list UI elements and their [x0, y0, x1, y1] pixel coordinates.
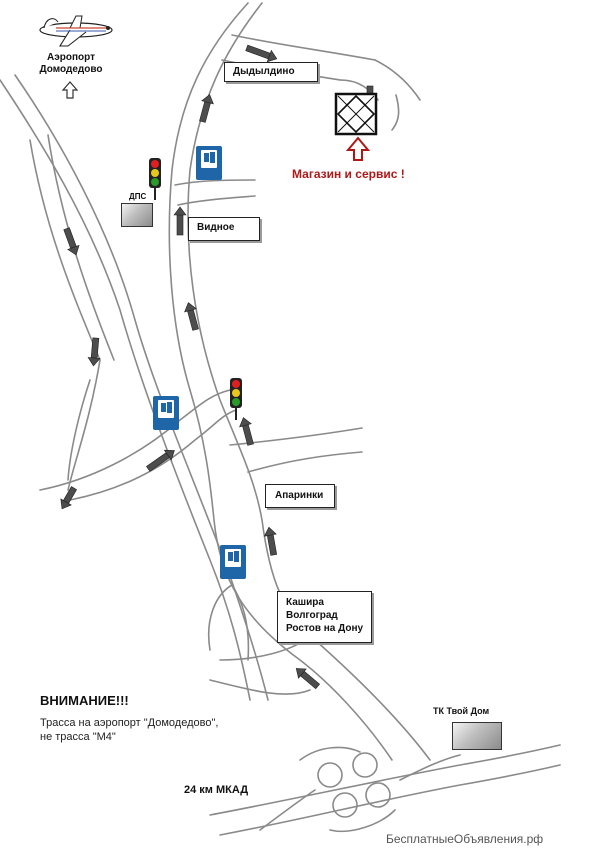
arrow-left-1 — [61, 227, 82, 257]
traffic-light-icon — [230, 378, 242, 408]
sign-vidnoe — [188, 217, 260, 241]
attention-note-line2: не трасса "М4" — [40, 731, 116, 743]
arrow-upper — [197, 93, 216, 123]
lower-connector-2 — [210, 680, 310, 694]
sign-dydyldino — [224, 62, 318, 82]
sign-aparinki — [265, 484, 335, 508]
aparinki-road-bottom — [248, 452, 362, 472]
clover-ramp-1 — [300, 747, 360, 760]
lower-loop — [209, 585, 249, 660]
sign-aparinki-text: Апаринки — [275, 490, 324, 501]
arrow-bottom — [292, 664, 321, 691]
sign-vidnoe-text: Видное — [197, 222, 235, 233]
dps-label: ДПС — [129, 192, 147, 201]
shop-road-3 — [392, 95, 399, 130]
arrow-vidnoe — [174, 207, 186, 235]
shop-arrow — [348, 138, 368, 160]
shop-building — [336, 94, 376, 134]
airport-arrow — [63, 82, 77, 98]
hollow-arrows — [238, 70, 350, 620]
fuel-station-icon — [196, 146, 222, 180]
far-left-road — [30, 140, 100, 490]
arrow-aparinki — [238, 416, 257, 446]
mkad-inner — [220, 765, 560, 835]
shop-road-2 — [375, 60, 420, 100]
far-left-road-2 — [48, 135, 114, 360]
clover-1 — [318, 763, 342, 787]
arrow-mid — [183, 301, 202, 331]
fuel-station-icon — [153, 396, 179, 430]
sign-directions-south — [277, 591, 372, 643]
clover-ramp-2 — [330, 810, 395, 831]
clover-2 — [353, 753, 377, 777]
dps-post — [121, 203, 153, 227]
fuel-station-icon — [220, 545, 246, 579]
attention-title: ВНИМАНИЕ!!! — [40, 693, 129, 708]
arrow-crossing — [145, 446, 178, 474]
sign-dydyldino-text: Дыдылдино — [233, 66, 295, 77]
lower-connector — [220, 640, 305, 660]
tk-label: ТК Твой Дом — [433, 706, 490, 716]
clover-3 — [333, 793, 357, 817]
vidnoe-road-bottom — [178, 196, 255, 205]
watermark: БесплатныеОбъявления.рф — [386, 832, 544, 846]
shop-label: Магазин и сервис ! — [292, 167, 405, 181]
clover-ramp-3 — [260, 790, 315, 830]
airplane-icon — [40, 16, 112, 46]
traffic-light-icon — [149, 158, 161, 188]
main-road-right-edge — [188, 3, 430, 760]
sign-volgograd: Волгоград — [286, 610, 338, 621]
vidnoe-road-top — [175, 180, 255, 185]
sign-kashira: Кашира — [286, 597, 324, 608]
clover-4 — [366, 783, 390, 807]
mkad-label: 24 км МКАД — [184, 784, 249, 796]
tk-building — [452, 722, 502, 750]
airport-label: Аэропорт Домодедово — [39, 52, 103, 75]
sign-rostov: Ростов на Дону — [286, 623, 364, 634]
left-loop-west — [68, 380, 90, 480]
attention-note-line1: Трасса на аэропорт "Домодедово", — [40, 717, 219, 729]
